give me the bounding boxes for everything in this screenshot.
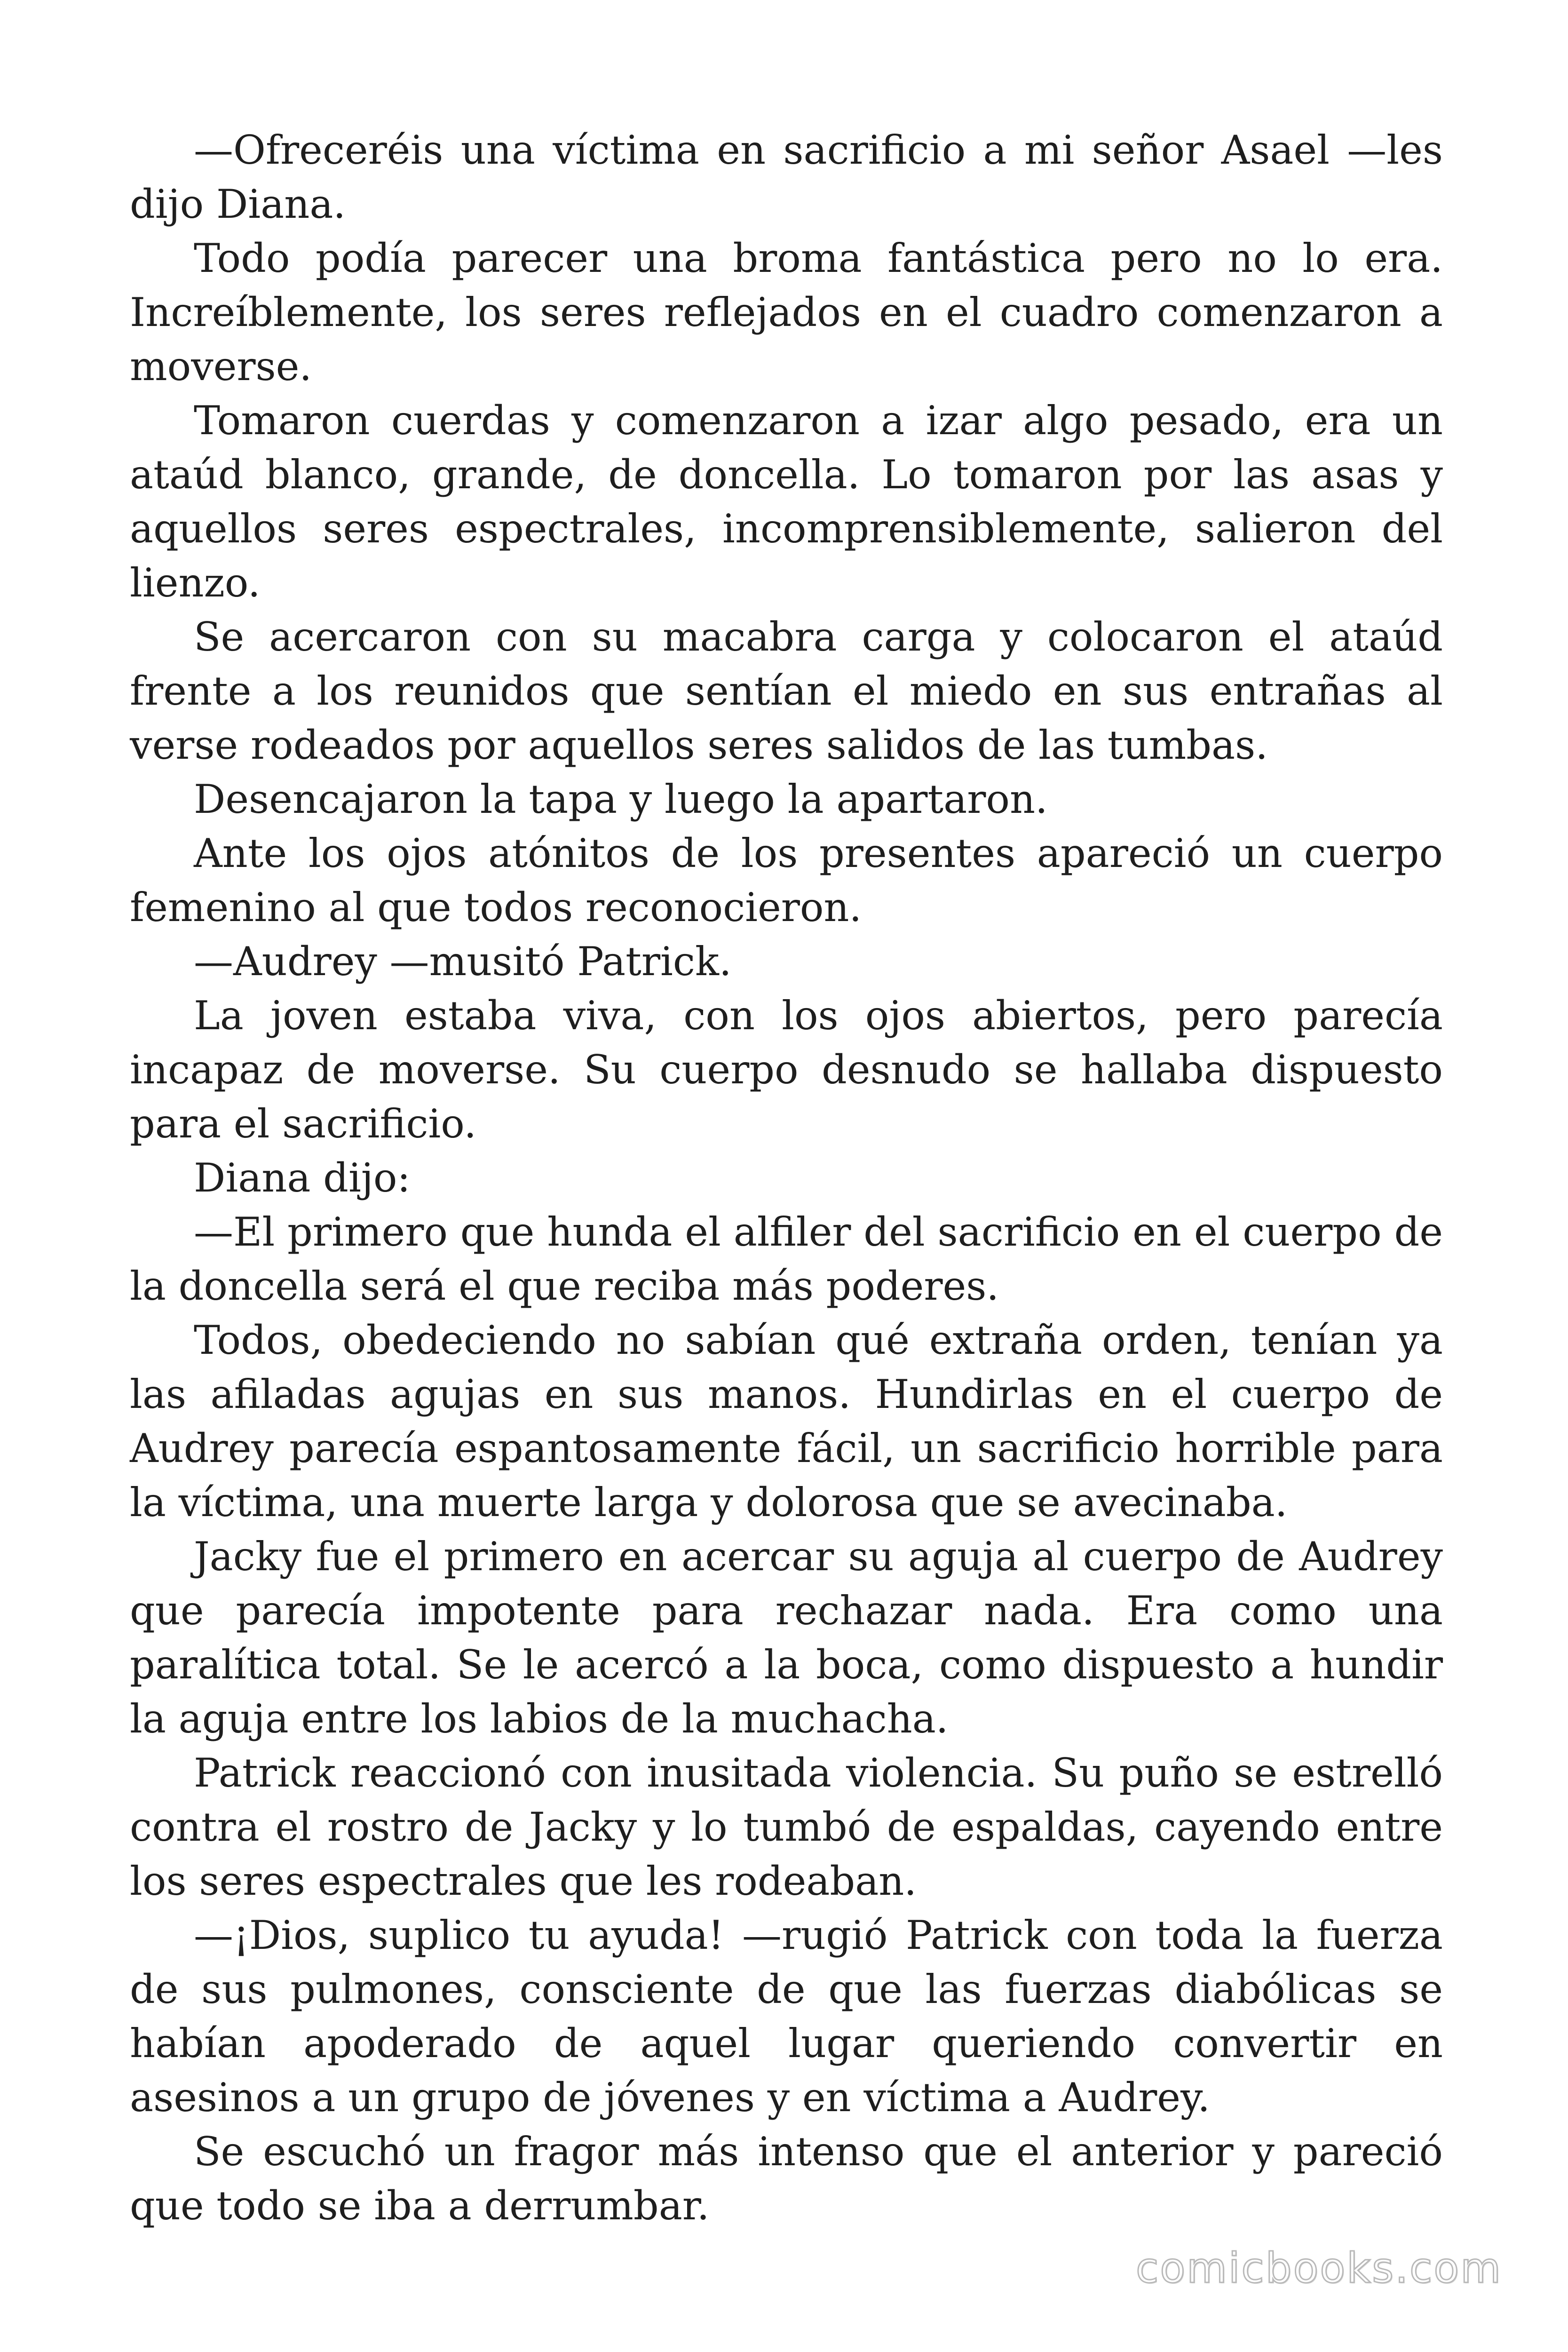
- paragraph: Todos, obedeciendo no sabían qué extraña orden, tenían ya las afiladas agujas en sus manos. Hundirlas en el cuerpo de Audrey parecía espantosamente fácil, un sacrificio horrible para la víctima, una muerte larga y dolorosa que se avecinaba.: [130, 1317, 1443, 1526]
- paragraph: Se acercaron con su macabra carga y colocaron el ataúd frente a los reunidos que sentían el miedo en sus entrañas al verse rodeados por aquellos seres salidos de las tumbas.: [130, 614, 1443, 768]
- paragraph: Patrick reaccionó con inusitada violencia. Su puño se estrelló contra el rostro de Jacky y lo tumbó de espaldas, cayendo entre los seres espectrales que les rodeaban.: [130, 1750, 1443, 1904]
- watermark: comicbooks.com: [1135, 2244, 1502, 2292]
- paragraph: Se escuchó un fragor más intenso que el anterior y pareció que todo se iba a derrumbar.: [130, 2129, 1443, 2229]
- paragraph: —El primero que hunda el alfiler del sacrificio en el cuerpo de la doncella será el que reciba más poderes.: [130, 1209, 1443, 1309]
- paragraph: Diana dijo:: [194, 1155, 411, 1201]
- paragraph: Jacky fue el primero en acercar su aguja al cuerpo de Audrey que parecía impotente para rechazar nada. Era como una paralítica total. Se le acercó a la boca, como dispuesto a hundir la aguja entre los labios de la muchacha.: [130, 1534, 1443, 1742]
- paragraph: La joven estaba viva, con los ojos abiertos, pero parecía incapaz de moverse. Su cuerpo desnudo se hallaba dispuesto para el sacrificio.: [130, 993, 1443, 1147]
- paragraph: Tomaron cuerdas y comenzaron a izar algo pesado, era un ataúd blanco, grande, de doncella. Lo tomaron por las asas y aquellos seres espectrales, incomprensiblemente, salieron del lienzo.: [130, 397, 1443, 606]
- page-text: [130, 123, 1443, 2233]
- paragraph: —Ofreceréis una víctima en sacrificio a mi señor Asael —les dijo Diana.: [130, 127, 1443, 227]
- paragraph: Ante los ojos atónitos de los presentes apareció un cuerpo femenino al que todos reconocieron.: [130, 830, 1443, 930]
- paragraph: —¡Dios, suplico tu ayuda! —rugió Patrick con toda la fuerza de sus pulmones, consciente de que las fuerzas diabólicas se habían apoderado de aquel lugar queriendo convertir en asesinos a un grupo de jóvenes y en víctima a Audrey.: [130, 1912, 1443, 2121]
- paragraph: —Audrey —musitó Patrick.: [194, 938, 732, 985]
- paragraph: Todo podía parecer una broma fantástica pero no lo era. Increíblemente, los seres reflejados en el cuadro comenzaron a moverse.: [130, 235, 1443, 389]
- paragraph: Desencajaron la tapa y luego la apartaron.: [194, 776, 1048, 822]
